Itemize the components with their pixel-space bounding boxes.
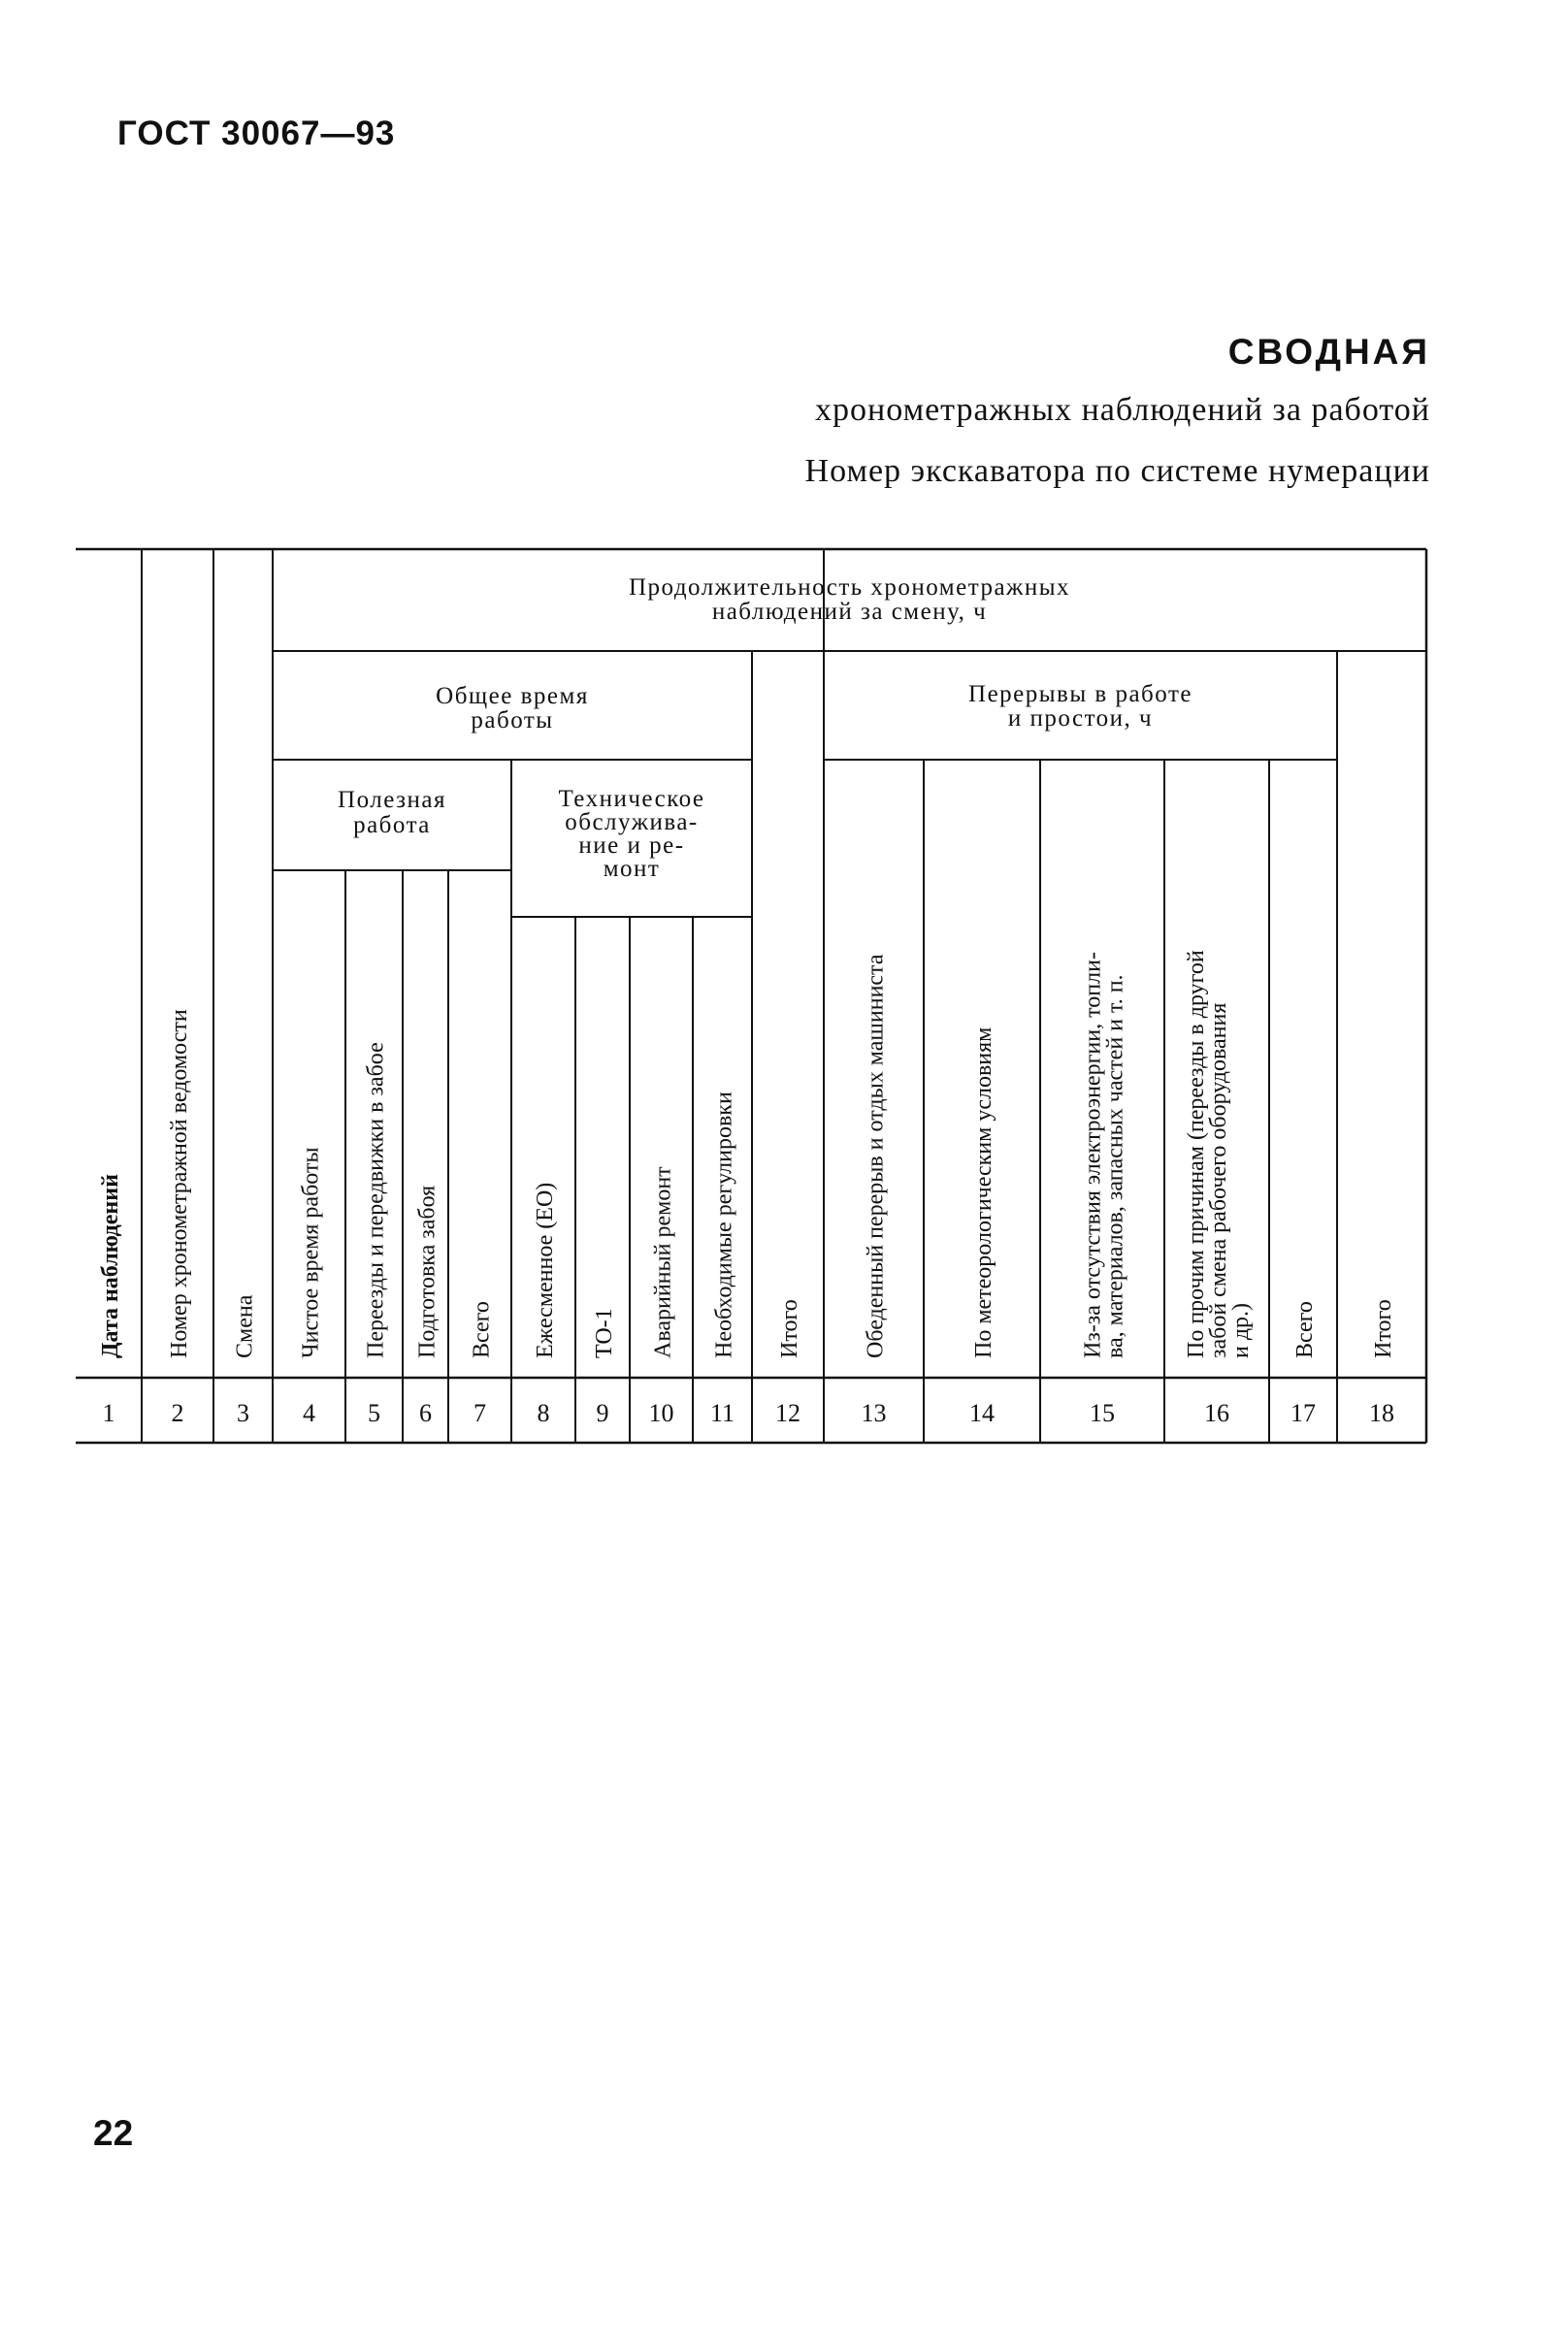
group-header-maintenance: Техническое	[558, 786, 705, 812]
column-header-2: Номер хронометражной ведомости	[167, 1009, 192, 1358]
group-header-total-work-time: работы	[471, 707, 554, 733]
column-number-5: 5	[368, 1399, 380, 1427]
column-number-16: 16	[1204, 1399, 1229, 1427]
column-number-7: 7	[474, 1399, 486, 1427]
column-number-11: 11	[709, 1399, 735, 1427]
column-header-4: Чистое время работы	[298, 1147, 324, 1358]
group-header-maintenance: монт	[603, 856, 661, 882]
group-header-maintenance: ние и ре-	[578, 832, 685, 859]
column-header-7: Всего	[469, 1301, 495, 1358]
column-header-13: Обеденный перерыв и отдых машиниста	[863, 954, 889, 1358]
column-number-row	[103, 1399, 1395, 1427]
column-header-6: Подготовка забоя	[414, 1185, 441, 1358]
group-header-breaks: и простои, ч	[1007, 705, 1154, 732]
column-number-1: 1	[102, 1399, 115, 1427]
column-header-1: Дата наблюдений	[98, 1174, 123, 1358]
table-headers	[98, 574, 1396, 1358]
group-header-useful-work: работа	[353, 812, 431, 838]
column-number-6: 6	[419, 1399, 432, 1427]
column-header-15: ва, материалов, запасных частей и т. п.	[1102, 974, 1128, 1358]
column-number-9: 9	[596, 1399, 609, 1427]
form-subtitle-line2: Номер экскаватора по системе нумерации	[804, 453, 1430, 489]
column-header-11: Необходимые регулировки	[711, 1091, 737, 1358]
column-header-15: Из-за отсутствия электроэнергии, топли-	[1080, 952, 1106, 1358]
column-header-8: Ежесменное (ЕО)	[533, 1182, 558, 1358]
column-number-14: 14	[969, 1399, 995, 1427]
column-header-18: Итого	[1371, 1299, 1396, 1358]
column-number-4: 4	[303, 1399, 315, 1427]
column-number-15: 15	[1090, 1399, 1115, 1427]
group-header-useful-work: Полезная	[338, 787, 446, 813]
column-header-10: Аварийный ремонт	[650, 1166, 676, 1358]
column-header-3: Смена	[232, 1294, 258, 1358]
page-number: 22	[93, 2113, 134, 2153]
column-header-12: Итого	[777, 1299, 802, 1358]
standard-number: ГОСТ 30067—93	[117, 114, 396, 152]
group-header-breaks: Перерывы в работе	[968, 681, 1192, 707]
column-header-17: Всего	[1292, 1301, 1318, 1358]
form-subtitle-line1: хронометражных наблюдений за работой	[815, 392, 1430, 428]
column-number-18: 18	[1369, 1399, 1394, 1427]
group-header-duration: Продолжительность хронометражных	[628, 574, 1071, 601]
column-number-3: 3	[237, 1399, 249, 1427]
column-number-8: 8	[537, 1399, 550, 1427]
column-number-17: 17	[1290, 1399, 1316, 1427]
column-header-16: забой смена рабочего оборудования	[1206, 1002, 1231, 1358]
group-header-maintenance: обслужива-	[565, 809, 699, 835]
column-header-14: По метеорологическим условиям	[971, 1026, 996, 1358]
group-header-total-work-time: Общее время	[436, 683, 589, 709]
column-number-12: 12	[775, 1399, 800, 1427]
form-title: СВОДНАЯ	[1227, 332, 1430, 372]
group-header-duration: наблюдений за смену, ч	[711, 599, 988, 625]
column-number-2: 2	[171, 1399, 184, 1427]
column-header-16: По прочим причинам (переезды в другой	[1184, 950, 1209, 1358]
column-header-9: ТО-1	[592, 1308, 617, 1358]
column-header-5: Переезды и передвижки в забое	[363, 1042, 389, 1358]
column-number-13: 13	[861, 1399, 887, 1427]
column-header-16: и др.)	[1228, 1302, 1254, 1358]
column-number-10: 10	[648, 1399, 674, 1427]
